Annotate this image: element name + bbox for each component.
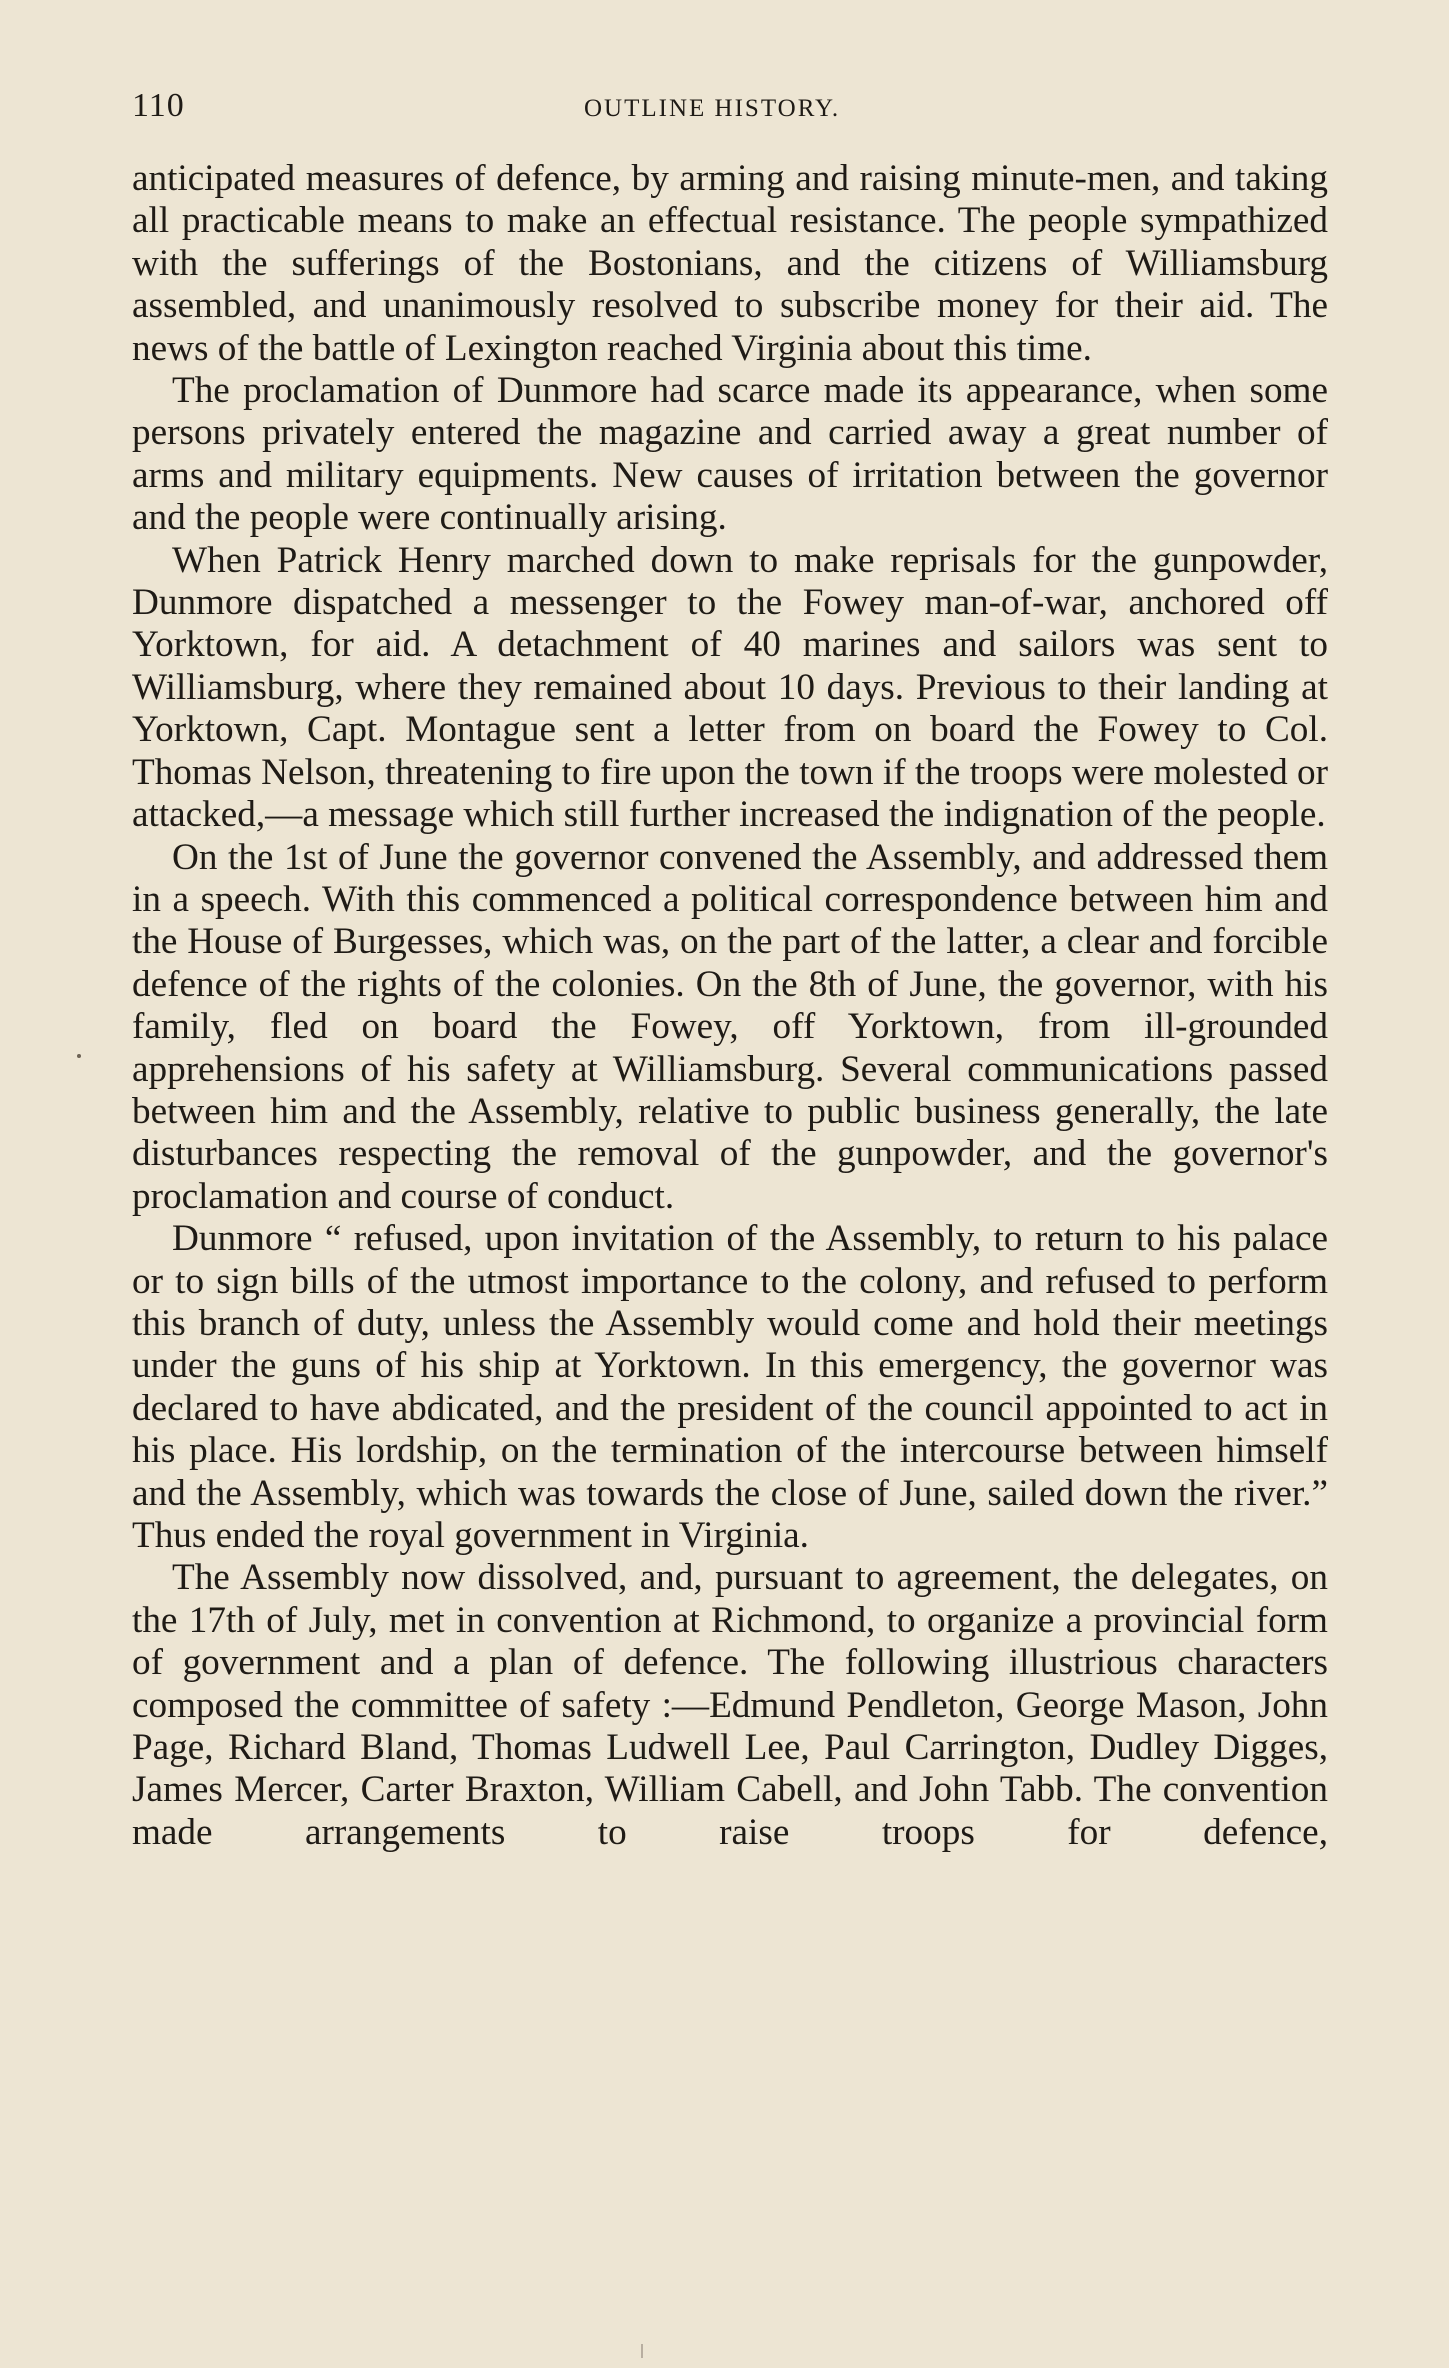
paragraph-6: The Assembly now dissolved, and, pursuant to agreement, the delegates, on the 17th of July, met in convention at Richmond, to organize a provincial form of government and a plan of defence. The following illustrious characters composed the committee of safety :—Edmund Pendleton, George Mason, John Page, Richard Bland, Thomas Ludwell Lee, Paul Carrington, Dudley Digges, James Mercer, Carter Braxton, William Cabell, and John Tabb. The convention made arrangements to raise troops for defence, (132, 1557, 1328, 1853)
paragraph-2: The proclamation of Dunmore had scarce made its appearance, when some persons privately entered the magazine and carried away a great number of arms and military equipments. New causes of irritation between the governor and the people were continually arising. (132, 370, 1328, 539)
running-head (132, 86, 1332, 130)
page-scratch-mark (641, 2344, 643, 2358)
running-header-title: OUTLINE HISTORY. (584, 95, 841, 122)
paragraph-3: When Patrick Henry marched down to make reprisals for the gunpowder, Dunmore dispatched a messenger to the Fowey man-of-war, anchored off Yorktown, for aid. A detachment of 40 marines and sailors was sent to Williamsburg, where they remained about 10 days. Previous to their landing at Yorktown, Capt. Montague sent a letter from on board the Fowey to Col. Thomas Nelson, threatening to fire upon the town if the troops were molested or attacked,—a message which still further increased the indignation of the people. (132, 539, 1328, 836)
paragraph-4: On the 1st of June the governor convened the Assembly, and addressed them in a speech. With this commenced a political correspondence between him and the House of Burgesses, which was, on the part of the latter, a clear and forcible defence of the rights of the colonies. On the 8th of June, the governor, with his family, fled on board the Fowey, off Yorktown, from ill-grounded apprehensions of his safety at Williamsburg. Several communications passed between him and the Assembly, relative to public business generally, the late disturbances respecting the removal of the gunpowder, and the governor's proclamation and course of conduct. (132, 836, 1328, 1217)
margin-speck (77, 1054, 81, 1058)
body-text (132, 158, 1328, 1854)
page-number: 110 (132, 87, 185, 124)
paragraph-1: anticipated measures of defence, by arming and raising minute-men, and taking all practicable means to make an effectual resistance. The people sympathized with the sufferings of the Bostonians, and the citizens of Williamsburg assembled, and unanimously resolved to subscribe money for their aid. The news of the battle of Lexington reached Virginia about this time. (132, 158, 1328, 369)
paragraph-5: Dunmore “ refused, upon invitation of the Assembly, to return to his palace or to sign bills of the utmost importance to the colony, and refused to perform this branch of duty, unless the Assembly would come and hold their meetings under the guns of his ship at Yorktown. In this emergency, the governor was declared to have abdicated, and the president of the council appointed to act in his place. His lordship, on the termination of the intercourse between himself and the Assembly, which was towards the close of June, sailed down the river.” Thus ended the royal government in Virginia. (132, 1218, 1328, 1556)
